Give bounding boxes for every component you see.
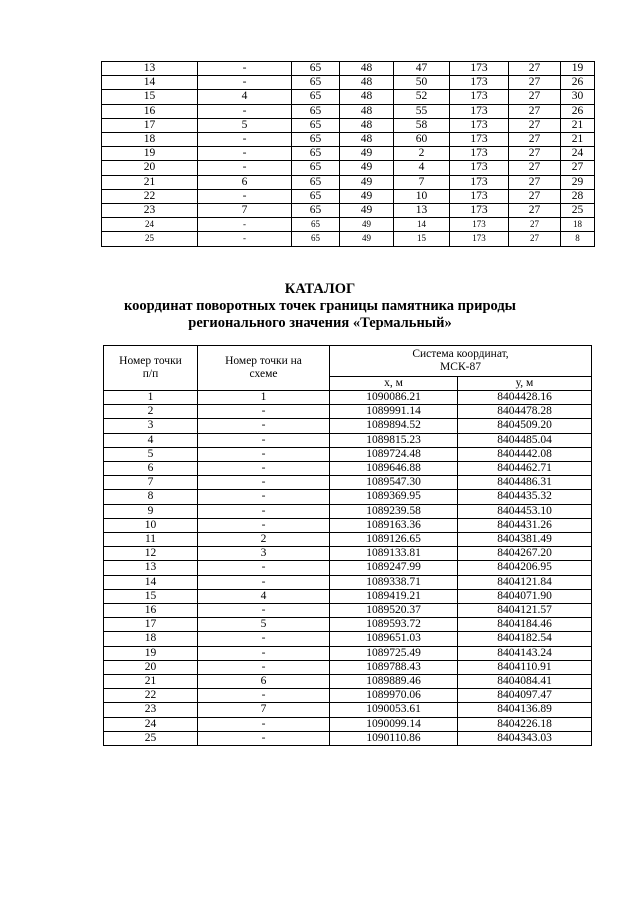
- cell-lat-min: 49: [340, 189, 394, 203]
- cell-lon-deg: 173: [450, 175, 509, 189]
- cell-lat-sec: 4: [394, 161, 450, 175]
- cell-lon-min: 27: [509, 161, 561, 175]
- catalog-subtitle-line2: регионального значения «Термальный»: [188, 315, 452, 331]
- table-row: [104, 433, 592, 447]
- cell-lon-sec: 26: [561, 76, 595, 90]
- cell-point-number: 22: [102, 189, 198, 203]
- cell-lon-sec: 29: [561, 175, 595, 189]
- cell-point-number: 7: [104, 476, 198, 490]
- geographic-coordinates-body: [102, 62, 595, 247]
- cell-point-number: 24: [104, 717, 198, 731]
- cell-scheme-number: -: [198, 504, 330, 518]
- cell-scheme-number: -: [198, 476, 330, 490]
- cell-lat-min: 48: [340, 90, 394, 104]
- cell-scheme-number: -: [198, 76, 292, 90]
- cell-scheme-number: -: [198, 147, 292, 161]
- cell-point-number: 13: [102, 62, 198, 76]
- cell-lat-min: 49: [340, 232, 394, 246]
- cell-lat-min: 48: [340, 118, 394, 132]
- cell-y-coordinate: 8404121.57: [458, 604, 592, 618]
- cell-point-number: 21: [104, 675, 198, 689]
- cell-scheme-number: 6: [198, 175, 292, 189]
- cell-lat-deg: 65: [292, 175, 340, 189]
- cell-point-number: 6: [104, 462, 198, 476]
- table-row: [104, 618, 592, 632]
- cell-lat-sec: 2: [394, 147, 450, 161]
- cell-lon-deg: 173: [450, 218, 509, 232]
- cell-lat-deg: 65: [292, 161, 340, 175]
- table-row: [104, 604, 592, 618]
- cell-lon-deg: 173: [450, 133, 509, 147]
- cell-x-coordinate: 1089725.49: [330, 646, 458, 660]
- cell-lon-deg: 173: [450, 76, 509, 90]
- table-row: [102, 232, 595, 246]
- cell-point-number: 24: [102, 218, 198, 232]
- cell-lon-deg: 173: [450, 62, 509, 76]
- cell-scheme-number: 5: [198, 118, 292, 132]
- cell-point-number: 25: [104, 731, 198, 745]
- cell-y-coordinate: 8404121.84: [458, 575, 592, 589]
- cell-point-number: 15: [102, 90, 198, 104]
- cell-lon-deg: 173: [450, 118, 509, 132]
- cell-y-coordinate: 8404442.08: [458, 447, 592, 461]
- cell-lon-sec: 19: [561, 62, 595, 76]
- cell-lon-sec: 18: [561, 218, 595, 232]
- cell-lon-deg: 173: [450, 189, 509, 203]
- cell-lat-min: 49: [340, 161, 394, 175]
- cell-y-coordinate: 8404381.49: [458, 533, 592, 547]
- table-row: [104, 391, 592, 405]
- cell-scheme-number: -: [198, 462, 330, 476]
- cell-y-coordinate: 8404462.71: [458, 462, 592, 476]
- table-row: [104, 703, 592, 717]
- cell-point-number: 8: [104, 490, 198, 504]
- table-row: [104, 419, 592, 433]
- cell-point-number: 5: [104, 447, 198, 461]
- cell-scheme-number: 5: [198, 618, 330, 632]
- cell-scheme-number: -: [198, 433, 330, 447]
- header-y: у, м: [458, 377, 592, 391]
- cell-lat-min: 49: [340, 204, 394, 218]
- catalog-title: КАТАЛОГ: [284, 281, 356, 297]
- cell-lat-deg: 65: [292, 118, 340, 132]
- cell-scheme-number: -: [198, 604, 330, 618]
- cell-x-coordinate: 1089593.72: [330, 618, 458, 632]
- cell-lon-deg: 173: [450, 204, 509, 218]
- cell-scheme-number: -: [198, 218, 292, 232]
- cell-scheme-number: 2: [198, 533, 330, 547]
- cell-scheme-number: -: [198, 731, 330, 745]
- cell-lat-deg: 65: [292, 104, 340, 118]
- cell-lat-deg: 65: [292, 76, 340, 90]
- table-row: [104, 632, 592, 646]
- cell-scheme-number: 4: [198, 589, 330, 603]
- table-row: [102, 175, 595, 189]
- cell-scheme-number: 7: [198, 204, 292, 218]
- cell-lon-min: 27: [509, 62, 561, 76]
- table-row: [104, 660, 592, 674]
- cell-point-number: 18: [102, 133, 198, 147]
- cell-lon-min: 27: [509, 118, 561, 132]
- cell-scheme-number: 4: [198, 90, 292, 104]
- table-row: [104, 589, 592, 603]
- cell-scheme-number: -: [198, 62, 292, 76]
- cell-point-number: 14: [104, 575, 198, 589]
- table-row: [104, 717, 592, 731]
- cell-scheme-number: -: [198, 419, 330, 433]
- catalog-title-block: [80, 281, 560, 332]
- cell-lon-deg: 173: [450, 147, 509, 161]
- cell-x-coordinate: 1089788.43: [330, 660, 458, 674]
- cell-y-coordinate: 8404184.46: [458, 618, 592, 632]
- cell-point-number: 23: [104, 703, 198, 717]
- table-row: [104, 689, 592, 703]
- cell-lon-min: 27: [509, 90, 561, 104]
- cell-point-number: 19: [102, 147, 198, 161]
- cell-x-coordinate: 1089520.37: [330, 604, 458, 618]
- cell-x-coordinate: 1089419.21: [330, 589, 458, 603]
- cell-scheme-number: -: [198, 447, 330, 461]
- cell-x-coordinate: 1089126.65: [330, 533, 458, 547]
- cell-x-coordinate: 1089970.06: [330, 689, 458, 703]
- cell-x-coordinate: 1089815.23: [330, 433, 458, 447]
- cell-lon-min: 27: [509, 232, 561, 246]
- cell-x-coordinate: 1089369.95: [330, 490, 458, 504]
- cell-lat-sec: 10: [394, 189, 450, 203]
- cell-scheme-number: 7: [198, 703, 330, 717]
- cell-point-number: 11: [104, 533, 198, 547]
- cell-x-coordinate: 1089894.52: [330, 419, 458, 433]
- cell-x-coordinate: 1089247.99: [330, 561, 458, 575]
- table-row: [104, 533, 592, 547]
- cell-scheme-number: -: [198, 232, 292, 246]
- table-row: [102, 218, 595, 232]
- cell-point-number: 21: [102, 175, 198, 189]
- cell-x-coordinate: 1090053.61: [330, 703, 458, 717]
- cell-lon-sec: 21: [561, 133, 595, 147]
- header-x: х, м: [330, 377, 458, 391]
- cell-point-number: 3: [104, 419, 198, 433]
- cell-lat-sec: 55: [394, 104, 450, 118]
- cell-point-number: 9: [104, 504, 198, 518]
- table-row: [102, 62, 595, 76]
- cell-lon-min: 27: [509, 218, 561, 232]
- cell-scheme-number: 3: [198, 547, 330, 561]
- cell-point-number: 15: [104, 589, 198, 603]
- cell-lat-sec: 60: [394, 133, 450, 147]
- cell-scheme-number: -: [198, 561, 330, 575]
- cell-y-coordinate: 8404226.18: [458, 717, 592, 731]
- cell-point-number: 17: [104, 618, 198, 632]
- cell-lat-sec: 7: [394, 175, 450, 189]
- cell-lon-sec: 21: [561, 118, 595, 132]
- cell-y-coordinate: 8404509.20: [458, 419, 592, 433]
- cell-y-coordinate: 8404097.47: [458, 689, 592, 703]
- cell-scheme-number: -: [198, 646, 330, 660]
- table-row: [102, 76, 595, 90]
- cell-lon-deg: 173: [450, 161, 509, 175]
- cell-lat-min: 48: [340, 133, 394, 147]
- cell-lat-deg: 65: [292, 147, 340, 161]
- cell-lon-sec: 24: [561, 147, 595, 161]
- cell-point-number: 17: [102, 118, 198, 132]
- cell-point-number: 14: [102, 76, 198, 90]
- cell-point-number: 2: [104, 405, 198, 419]
- cell-scheme-number: 1: [198, 391, 330, 405]
- table-row: [102, 161, 595, 175]
- cell-x-coordinate: 1090110.86: [330, 731, 458, 745]
- cell-x-coordinate: 1089724.48: [330, 447, 458, 461]
- cell-x-coordinate: 1089547.30: [330, 476, 458, 490]
- cell-x-coordinate: 1089163.36: [330, 518, 458, 532]
- cell-scheme-number: -: [198, 689, 330, 703]
- table-row: [104, 447, 592, 461]
- cell-lat-min: 48: [340, 104, 394, 118]
- cell-y-coordinate: 8404428.16: [458, 391, 592, 405]
- cell-point-number: 22: [104, 689, 198, 703]
- catalog-subtitle-line1: координат поворотных точек границы памятника природы: [123, 298, 517, 314]
- cell-scheme-number: -: [198, 104, 292, 118]
- header-point-number: Номер точки п/п: [104, 346, 198, 391]
- cell-y-coordinate: 8404084.41: [458, 675, 592, 689]
- table-row: [104, 561, 592, 575]
- cell-scheme-number: -: [198, 161, 292, 175]
- cell-scheme-number: -: [198, 632, 330, 646]
- cell-point-number: 19: [104, 646, 198, 660]
- cell-y-coordinate: 8404136.89: [458, 703, 592, 717]
- cell-point-number: 12: [104, 547, 198, 561]
- cell-scheme-number: -: [198, 490, 330, 504]
- cell-x-coordinate: 1089239.58: [330, 504, 458, 518]
- cell-lat-sec: 50: [394, 76, 450, 90]
- cell-y-coordinate: 8404182.54: [458, 632, 592, 646]
- cell-x-coordinate: 1089889.46: [330, 675, 458, 689]
- table-row: [104, 405, 592, 419]
- cell-lon-min: 27: [509, 204, 561, 218]
- catalog-coordinates-table: [103, 345, 592, 746]
- table-row: [104, 462, 592, 476]
- cell-lon-sec: 8: [561, 232, 595, 246]
- cell-y-coordinate: 8404267.20: [458, 547, 592, 561]
- table-row: [102, 147, 595, 161]
- table-row: [104, 575, 592, 589]
- table-row: [102, 204, 595, 218]
- geographic-coordinates-table: [101, 61, 595, 247]
- cell-lat-deg: 65: [292, 232, 340, 246]
- cell-lat-sec: 47: [394, 62, 450, 76]
- cell-lon-min: 27: [509, 104, 561, 118]
- cell-y-coordinate: 8404453.10: [458, 504, 592, 518]
- table-row: [104, 731, 592, 745]
- cell-lat-min: 49: [340, 175, 394, 189]
- cell-lat-min: 49: [340, 218, 394, 232]
- cell-lat-deg: 65: [292, 62, 340, 76]
- table-row: [104, 547, 592, 561]
- table-row: [102, 104, 595, 118]
- cell-x-coordinate: 1089338.71: [330, 575, 458, 589]
- cell-point-number: 13: [104, 561, 198, 575]
- cell-y-coordinate: 8404431.26: [458, 518, 592, 532]
- cell-lon-min: 27: [509, 133, 561, 147]
- cell-lon-deg: 173: [450, 90, 509, 104]
- cell-lat-min: 48: [340, 62, 394, 76]
- cell-lat-min: 48: [340, 76, 394, 90]
- cell-lat-sec: 58: [394, 118, 450, 132]
- cell-x-coordinate: 1090099.14: [330, 717, 458, 731]
- cell-lon-min: 27: [509, 76, 561, 90]
- cell-point-number: 23: [102, 204, 198, 218]
- cell-scheme-number: -: [198, 405, 330, 419]
- cell-y-coordinate: 8404110.91: [458, 660, 592, 674]
- table-row: [104, 476, 592, 490]
- cell-lat-deg: 65: [292, 189, 340, 203]
- cell-scheme-number: -: [198, 133, 292, 147]
- cell-y-coordinate: 8404478.28: [458, 405, 592, 419]
- cell-y-coordinate: 8404071.90: [458, 589, 592, 603]
- table-row: [104, 504, 592, 518]
- table-row: [102, 118, 595, 132]
- cell-scheme-number: 6: [198, 675, 330, 689]
- cell-scheme-number: -: [198, 518, 330, 532]
- cell-lon-min: 27: [509, 189, 561, 203]
- catalog-coordinates-body: [104, 391, 592, 746]
- cell-scheme-number: -: [198, 660, 330, 674]
- cell-lon-min: 27: [509, 175, 561, 189]
- cell-lat-sec: 15: [394, 232, 450, 246]
- cell-lon-min: 27: [509, 147, 561, 161]
- cell-y-coordinate: 8404435.32: [458, 490, 592, 504]
- table-row: [104, 646, 592, 660]
- cell-lon-sec: 25: [561, 204, 595, 218]
- cell-point-number: 1: [104, 391, 198, 405]
- cell-lat-deg: 65: [292, 218, 340, 232]
- header-coordinate-system: Система координат, МСК-87: [330, 346, 592, 377]
- cell-point-number: 16: [102, 104, 198, 118]
- cell-y-coordinate: 8404343.03: [458, 731, 592, 745]
- table-row: [102, 133, 595, 147]
- table-row: [104, 518, 592, 532]
- cell-point-number: 18: [104, 632, 198, 646]
- cell-x-coordinate: 1089133.81: [330, 547, 458, 561]
- cell-point-number: 4: [104, 433, 198, 447]
- cell-lat-deg: 65: [292, 204, 340, 218]
- cell-point-number: 10: [104, 518, 198, 532]
- cell-lat-deg: 65: [292, 133, 340, 147]
- cell-lat-sec: 52: [394, 90, 450, 104]
- cell-x-coordinate: 1089651.03: [330, 632, 458, 646]
- cell-lon-sec: 27: [561, 161, 595, 175]
- cell-x-coordinate: 1089646.88: [330, 462, 458, 476]
- cell-y-coordinate: 8404486.31: [458, 476, 592, 490]
- cell-x-coordinate: 1090086.21: [330, 391, 458, 405]
- cell-y-coordinate: 8404485.04: [458, 433, 592, 447]
- cell-lat-sec: 14: [394, 218, 450, 232]
- cell-point-number: 20: [102, 161, 198, 175]
- table-row: [104, 675, 592, 689]
- cell-lat-sec: 13: [394, 204, 450, 218]
- cell-scheme-number: -: [198, 189, 292, 203]
- cell-x-coordinate: 1089991.14: [330, 405, 458, 419]
- cell-y-coordinate: 8404206.95: [458, 561, 592, 575]
- cell-y-coordinate: 8404143.24: [458, 646, 592, 660]
- table-row: [104, 490, 592, 504]
- cell-scheme-number: -: [198, 717, 330, 731]
- cell-lat-min: 49: [340, 147, 394, 161]
- cell-point-number: 25: [102, 232, 198, 246]
- cell-lon-sec: 30: [561, 90, 595, 104]
- cell-lon-sec: 26: [561, 104, 595, 118]
- table-row: [102, 189, 595, 203]
- cell-lon-deg: 173: [450, 232, 509, 246]
- cell-lat-deg: 65: [292, 90, 340, 104]
- cell-scheme-number: -: [198, 575, 330, 589]
- cell-point-number: 16: [104, 604, 198, 618]
- cell-lon-sec: 28: [561, 189, 595, 203]
- cell-point-number: 20: [104, 660, 198, 674]
- cell-lon-deg: 173: [450, 104, 509, 118]
- header-scheme-point-number: Номер точки на схеме: [198, 346, 330, 391]
- table-row: [102, 90, 595, 104]
